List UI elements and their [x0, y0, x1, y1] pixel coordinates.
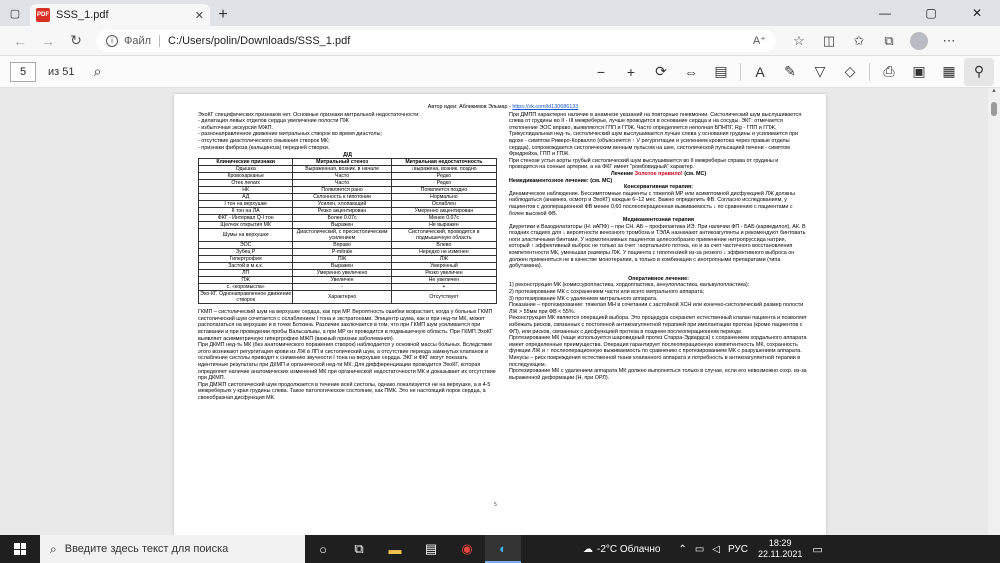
collections-icon[interactable]: ⧉	[884, 32, 894, 48]
author-line	[198, 104, 808, 111]
avatar	[910, 32, 928, 50]
table-cell: АД	[199, 194, 293, 201]
minimize-icon[interactable]: —	[879, 6, 891, 20]
table-cell: Диастолический, с пресистолическим усилением	[293, 229, 391, 242]
table-cell: Застой в м.к.к.	[199, 263, 293, 270]
table-cell: Не увеличен	[391, 277, 496, 284]
table-row	[199, 187, 497, 194]
tab-strip	[0, 0, 1000, 26]
drug-body: Диуретики и Вазодилататоры (Н: иАПФ) – при СН. АБ – профилактика ИЭ. При наличии ФП - БАБ (карведилол), АК. В поздних стадиях для ↓ вероятности венозного тромбоза и ТЭЛА назначают антикоагулянты и рекомендуют бинтовать ноги эластичными бинтами. У нормотензивных пациентов целесообразно применение нитропруссида натрия, который ↑ эффективный выброс не только за счет ↑аортального потока, но и за счет частичного восстановления компетентности МК, уменьшая размеры ЛЖ. У пациента с гипотензией из-за резкого ↓ эффективного выброса он должен применяться не в качестве монотерапии, а только в комбинации с инотропными препаратами (типа добутамина).	[509, 223, 806, 270]
search-icon[interactable]: ⌕	[93, 63, 102, 79]
table-cell: Резко акцентирован	[293, 208, 391, 215]
table-cell: ПЖ	[293, 256, 391, 263]
file-explorer-icon[interactable]: ▬	[388, 541, 402, 557]
network-icon[interactable]: ▭	[694, 543, 705, 555]
taskbar-search-placeholder: Введите здесь текст для поиска	[64, 543, 229, 555]
toolbar-separator	[869, 63, 870, 81]
body-paragraph: При ДКМП нед-ть МК (без анатомического поражения створок) наблюдается у основной массы больных. Вследствие этого возникают регургитация крови из ЛЖ в ЛП и систолический шум, а отсутствие периода замкнутых клапанов и ослабление систолы приводят к снижению звучности I тона на верхушке сердца. ЭКГ и ФКГ могут показать идентичные результаты при ДКМП и органической нед-ти МК. Для дифференциации проводится ЭхоКГ, которая определяет наличие анатомических изменений МК при органической недостаточности МК и доказывает их отсутствие при ДКМП.	[198, 342, 496, 382]
table-row	[199, 173, 497, 180]
table-cell: Часто	[293, 173, 391, 180]
language-indicator[interactable]: РУС	[727, 543, 748, 555]
table-row	[199, 229, 497, 242]
table-cell: Увеличен	[293, 277, 391, 284]
table-cell: с. «коромысла»	[199, 284, 293, 291]
table-cell: ↓выражена, возник. поздно	[391, 166, 496, 173]
table-cell: ФКГ - Интервал Q-I тон	[199, 215, 293, 222]
table-row	[199, 242, 497, 249]
table-cell: Отек легких	[199, 180, 293, 187]
table-cell: Эхо-КГ. Однонаправленное движение створок	[200, 291, 292, 304]
left-intro	[198, 112, 497, 152]
surgical-heading: Оперативное лечение:	[628, 275, 689, 282]
table-cell: -	[293, 284, 391, 291]
intro-line: ЭхоКГ специфических признаков нет. Основные признаки митральной недостаточности:	[198, 111, 420, 118]
tray-chevron-icon[interactable]: ⌃	[678, 543, 687, 555]
drug-heading: Медикаментозная терапия	[622, 217, 695, 224]
table-cell: ПЖ	[199, 277, 293, 284]
table-cell: Резко увеличен	[391, 270, 496, 277]
profile-icon[interactable]	[904, 29, 934, 53]
table-row	[199, 180, 497, 187]
table-row	[199, 249, 497, 256]
table-cell: Выражен	[293, 222, 391, 229]
table-cell: Редко	[391, 173, 496, 180]
table-cell: +	[391, 284, 496, 291]
left-column	[198, 112, 497, 402]
zoom-out-icon[interactable]: −	[596, 63, 606, 80]
pdf-page	[174, 94, 826, 535]
table-cell: Систолический, проводится в подмышечную область	[391, 229, 496, 242]
page-number-input[interactable]: 5	[10, 62, 36, 82]
table-cell: Кровохарканье	[199, 173, 293, 180]
table-cell: Склонность к гипотонии	[293, 194, 391, 201]
conservative-body: Динамическое наблюдение. Бессимптомные пациенты с тяжелой МР или асимптомной дисфункцией ЛЖ должны наблюдаться (анамнез, осмотр и ЭхоКГ) каждые 6–12 мес. Важно определить ФВ. Согласно исследованиям, у пациентов с дооперационной ФВ менее 0,60 послеоперационная выживаемость ↓ по сравнению с пациентами с более высокой ФВ.	[509, 190, 796, 217]
treatment-suffix: (см. МС)	[684, 170, 707, 177]
table-cell: Более 0.07с	[293, 215, 391, 222]
table-cell: Редко	[391, 180, 496, 187]
pdf-toolbar	[0, 56, 1000, 88]
table-header-row	[199, 159, 497, 166]
page-columns	[198, 112, 808, 402]
split-screen-icon[interactable]: ◫	[822, 32, 836, 48]
omnibox-divider	[159, 35, 160, 47]
info-icon[interactable]: i	[106, 35, 118, 47]
edge-icon[interactable]: ◐	[485, 535, 521, 563]
surgical-list-item: 2) протезирование МК с сохранением части или всего митрального аппарата;	[509, 289, 705, 296]
cloud-icon: ☁	[583, 543, 593, 555]
table-row	[199, 284, 497, 291]
toolbar-separator	[740, 63, 741, 81]
right-body-1	[509, 112, 808, 171]
intro-line: - отсутствие диастолического смыкания створок МК;	[198, 137, 330, 144]
body-paragraph: Реконструкция МК является операцией выбора. Это процедура сохраняет естественный клапан пациента и позволяет избежать рисков, связанных с постоянной антикоагулянтной терапией при имплантации протеза (кроме пациентов с ФП), или рисков, связанных с дисфункцией протеза в позднем послеоперационном периоде.	[509, 315, 808, 335]
body-paragraph: Показание – протезирование: тяжелая МН в сочетании с застойной ХСН или конечно-систолический размер полости ЛЖ > 55мм при ФВ < 55%.	[509, 302, 804, 315]
table-row	[199, 215, 497, 222]
zoom-in-icon[interactable]: +	[626, 63, 636, 80]
highlight-icon[interactable]: ▽	[814, 63, 826, 79]
vertical-scrollbar[interactable]	[988, 88, 1000, 535]
table-cell: Нормально	[391, 194, 496, 201]
table-row	[199, 270, 497, 277]
table-cell: II тон на ЛА	[199, 208, 293, 215]
table-cell: Умеренный	[391, 263, 496, 270]
table-cell: Умеренно увеличено	[293, 270, 391, 277]
start-button[interactable]	[0, 535, 40, 563]
surgical-body	[509, 302, 808, 381]
table-cell: Шумы на верхушке	[199, 229, 293, 242]
back-icon[interactable]: ←	[13, 32, 27, 49]
table-row	[199, 166, 497, 173]
favorites-list-icon[interactable]: ✩	[853, 32, 865, 48]
right-column	[509, 112, 808, 402]
store-icon[interactable]: ▤	[424, 541, 438, 556]
conservative-heading: Консервативная терапия:	[624, 184, 693, 191]
table-row	[199, 208, 497, 215]
tab-close-icon[interactable]: ✕	[194, 9, 204, 22]
weather-text: -2°C Облачно	[597, 543, 661, 555]
table-cell: Отсутствует	[391, 291, 496, 304]
table-row	[199, 263, 497, 270]
intro-line: - признаки фиброза (кальциноза) передней створки.	[198, 144, 330, 151]
table-cell: Одышка	[199, 166, 293, 173]
table-cell: Появляется рано	[293, 187, 391, 194]
table-cell: ЛП	[199, 270, 293, 277]
search-icon: ⌕	[50, 541, 57, 556]
read-aloud-icon[interactable]: A	[755, 63, 765, 80]
system-tray	[674, 544, 752, 555]
pdf-file-icon: PDF	[36, 8, 50, 22]
table-row	[199, 256, 497, 263]
table-cell: НК	[199, 187, 293, 194]
table-caption: Д/Д	[343, 152, 352, 159]
body-paragraph: При ДМПП характерно наличие в анамнезе указаний на повторные пневмонии. Систолический шум выслушивается слева от грудины во II - III межреберье, лучше проводится в основание сердца и на сосуды. ЭКГ: отмечается отклонение ЭОС вправо, выявляются ГПП и ГПЖ. Часто определяется неполная БПНПГ. Rg - ГПП и ГПЖ.	[509, 111, 802, 131]
more-icon[interactable]: ⋯	[942, 32, 956, 48]
treatment-line	[509, 171, 808, 178]
body-paragraph: При стенозе устья аорты грубый систолический шум выслушивается во II межреберье справа от грудины и проводится на сонные артерии, а на ФКГ имеет "ромбовидный" характер.	[509, 157, 779, 171]
table-cell: Усилен, хлопающий	[293, 201, 391, 208]
table-header-cell: Митральный стеноз	[293, 159, 391, 166]
taskbar	[0, 535, 1000, 563]
page-footer-number: 5	[494, 502, 497, 509]
table-row	[199, 277, 497, 284]
surgical-list-item: 1) реконструкция МК (комиссуропластика, хордопластика, аннулопластика, вальвулопластика);	[509, 282, 750, 289]
clock[interactable]	[758, 538, 802, 560]
address-bar	[0, 26, 1000, 56]
print-icon[interactable]: ⎙	[883, 63, 895, 79]
tab-title: SSS_1.pdf	[56, 9, 109, 21]
surgical-list	[509, 282, 808, 302]
table-cell: Не выражен	[391, 222, 496, 229]
table-cell: Выражен	[293, 263, 391, 270]
table-cell: Ослаблен	[391, 201, 496, 208]
taskbar-search-box[interactable]	[40, 535, 305, 563]
table-body	[199, 166, 497, 304]
url-field[interactable]	[96, 30, 776, 52]
pin-toolbar-icon[interactable]: ⚲	[964, 58, 994, 86]
table-row	[199, 194, 497, 201]
erase-icon[interactable]: ◇	[844, 63, 856, 79]
table-cell: I тон на верхушке	[199, 201, 293, 208]
draw-icon[interactable]: ✎	[784, 63, 796, 79]
table-cell: Появляется поздно	[391, 187, 496, 194]
diff-diagnosis-table	[198, 152, 497, 304]
page-view-icon[interactable]: ▤	[714, 63, 728, 79]
body-paragraph: Протезирование МК с удалением аппарата МК должно выполняться только в случае, если его невозможно сохр. из-за выраженной деформации (Н, при ОРЛ).	[509, 368, 807, 381]
table-cell: Влево	[391, 242, 496, 249]
forward-icon[interactable]: →	[41, 32, 55, 49]
table-cell: Выраженная, возник. в начале	[293, 166, 391, 173]
table-cell: Вправо	[293, 242, 391, 249]
read-aloud-icon[interactable]: A⁺	[752, 35, 766, 47]
notifications-icon[interactable]: ▭	[812, 543, 823, 556]
table-cell: ЭОС	[199, 242, 293, 249]
tab-actions-icon[interactable]: ▢	[9, 7, 21, 20]
body-paragraph: Трикуспидальная нед-ть, систолический шум выслушивается лучше слева у основания грудины и усиливается при вдохе - симптом Риверо-Корвалло (объясняется ↑ V регургитации и усилением кровотока через правые отделы сердца), сопровождается систолическим венным пульсом на шее, систолической пульсацией печени - симптом Фридрейха, ГПП и ГПЖ.	[509, 131, 799, 158]
treatment-heading: Лечение	[610, 170, 634, 177]
browser-actions	[784, 29, 964, 53]
table-cell: Умеренно акцентирован	[391, 208, 496, 215]
weather-widget[interactable]	[583, 544, 660, 555]
table-cell: Нередко не изменен	[391, 249, 496, 256]
pdf-viewer[interactable]	[0, 88, 1000, 535]
left-body	[198, 309, 497, 401]
surgical-list-item: 3) протезирование МК с удалением митрального аппарата.	[509, 295, 658, 302]
rotate-icon[interactable]: ⟳	[655, 63, 667, 79]
intro-line: - разнонаправленное движение митральных створок во время диастолы;	[198, 131, 382, 138]
table-cell: Характерно	[293, 291, 391, 304]
intro-line: - дилатация левых отделов сердца увеличение полости ПЖ	[198, 118, 349, 125]
refresh-icon[interactable]: ↻	[70, 32, 82, 48]
non-drug-line: Немедикаментозное лечение: (см. МС)	[509, 177, 613, 184]
save-as-icon[interactable]: ▦	[942, 63, 956, 79]
task-view-icon[interactable]: ⧉	[354, 541, 364, 556]
body-paragraph: ГКМП – систолический шум на верхушке сердца, как при МР. Вероятность ошибки возрастает, когда у больных ГКМП систолический шум сочетается с ослаблением I тона и экстратонами. Эпицентр шума, как и при нед-ти МК, может располагаться на верхушке и в точке Боткина. Различие заключается в том, что при ГКМП шум усиливается при вставании и при проведении пробы Вальсальвы, а при МР он проводится в подмышечную область. При ГКМП ЭхоКГ выявляет асимметричную гипертрофию МЖП (важный признак заболевания).	[198, 309, 493, 342]
tab-active[interactable]	[30, 4, 210, 26]
scroll-thumb[interactable]	[991, 102, 997, 116]
window-controls	[862, 0, 1000, 26]
table-row	[199, 222, 497, 229]
table-cell: Менее 0.07с	[391, 215, 496, 222]
table-row	[199, 201, 497, 208]
author-link[interactable]: https://vk.com/id130686133	[512, 104, 579, 110]
table-row	[199, 291, 497, 304]
favorite-icon[interactable]: ☆	[793, 32, 805, 48]
intro-line: - избыточная экскурсия МЖП.	[198, 124, 274, 131]
author-prefix: Автор идеи: Абликимов Эльмар -	[427, 104, 513, 110]
close-window-icon[interactable]: ✕	[971, 6, 983, 20]
clock-time: 18:29	[768, 538, 792, 548]
chrome-icon[interactable]: ◉	[461, 541, 473, 556]
table-cell: Щелчок открытия МК	[199, 222, 293, 229]
cortana-icon[interactable]: ○	[319, 541, 327, 557]
url-text: C:/Users/polin/Downloads/SSS_1.pdf	[168, 34, 351, 47]
table-cell: Часто	[293, 180, 391, 187]
body-paragraph: Протезирование МК (чаще используется шаровидный протез Старра-Эдвардса) с сохранением хордального аппарата имеет определенные преимущества. Операция гарантирует послеоперационную компетентность МК, сохранность функции ЛЖ и ↑ послеоперационную выживаемость по сравнению с протезированием МК с разрушением аппарата. Минусы – риск повреждения естественной ткани клапанного аппарата и потребность в антикоагулянтной терапии в последующем.	[509, 335, 807, 368]
clock-date: 22.11.2021	[758, 549, 803, 559]
table-cell: Зубец Р	[199, 249, 293, 256]
table-cell: Гипертрофия	[199, 256, 293, 263]
maximize-icon[interactable]: ▢	[925, 6, 937, 20]
save-icon[interactable]: ▣	[912, 63, 926, 79]
body-paragraph: При ДМЖП систолический шум продолжается в течение всей систолы, однако локализуется не на верхушке, а в 4-5 межреберьях у края грудины слева. Такое патологическое состояние, как ПМК. Это не настоящий порок сердца, а своеобразная дисфункция МК.	[198, 381, 491, 401]
volume-icon[interactable]: ◁	[712, 543, 720, 555]
page-count: из 51	[48, 65, 75, 78]
fit-page-icon[interactable]: ⇔	[684, 63, 698, 80]
scroll-up-icon[interactable]: ▲	[991, 88, 997, 94]
new-tab-button[interactable]: +	[218, 6, 228, 23]
treatment-note: Золотое правило!	[634, 170, 683, 177]
table-cell: P-mitrale	[293, 249, 391, 256]
scheme-label: Файл	[124, 34, 152, 47]
table-cell: ЛЖ	[391, 256, 496, 263]
table-header-cell: Митральная недостаточность	[391, 159, 496, 166]
windows-logo-icon	[14, 543, 26, 555]
table-header-cell: Клинические признаки	[199, 159, 293, 166]
